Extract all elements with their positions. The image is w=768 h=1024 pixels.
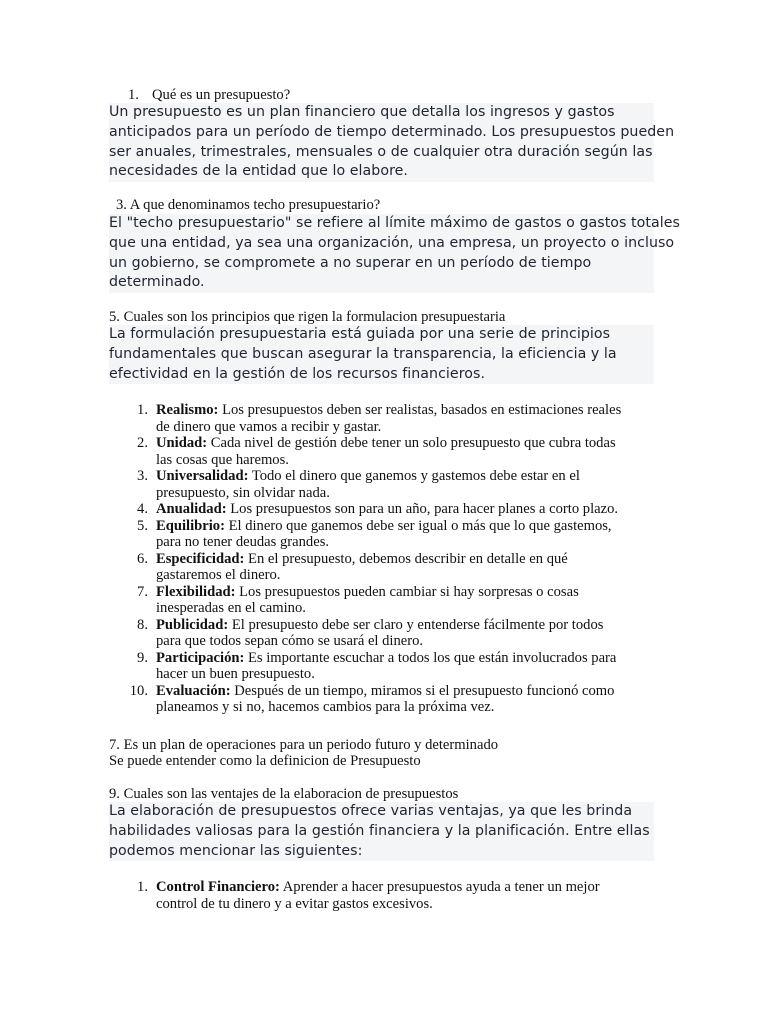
principle-term: Unidad: [156, 435, 208, 451]
question-1-number: 1. [128, 87, 139, 103]
answer-3-line: que una entidad, ya sea una organización, una empresa, un proyecto o incluso [109, 234, 675, 251]
list-item [108, 518, 668, 551]
list-number: 1. [137, 879, 148, 895]
answer-3-line: un gobierno, se compromete a no superar en un período de tiempo [109, 254, 592, 271]
list-item [108, 683, 668, 716]
principle-text-cont: hacer un buen presupuesto. [156, 666, 315, 682]
answer-1-line: ser anuales, trimestrales, mensuales o de cualquier otra duración según las [109, 143, 653, 160]
principle-term: Flexibilidad: [156, 583, 236, 600]
list-number: 4. [137, 501, 148, 517]
question-9: 9. Cuales son las ventajes de la elaboracion de presupuestos [109, 786, 459, 802]
principle-text-cont: de dinero que vamos a recibir y gastar. [156, 418, 382, 435]
question-7: 7. Es un plan de operaciones para un periodo futuro y determinado [109, 737, 499, 753]
answer-9-line: podemos mencionar las siguientes: [109, 842, 363, 859]
principle-text-cont: para que todos sepan cómo se usará el dinero. [156, 633, 424, 649]
list-item [108, 584, 668, 617]
list-item [108, 435, 668, 468]
advantage-text-cont: control de tu dinero y a evitar gastos excesivos. [156, 895, 433, 912]
principle-term: Realismo: [156, 402, 219, 418]
question-3: 3. A que denominamos techo presupuestario? [116, 197, 381, 213]
principle-text-cont: presupuesto, sin olvidar nada. [156, 484, 330, 501]
principle-text-cont: planeamos y si no, hacemos cambios para la próxima vez. [156, 699, 495, 715]
answer-3-line: determinado. [109, 274, 205, 291]
advantage-text: Aprender a hacer presupuestos ayuda a tener un mejor [279, 879, 600, 895]
answer-9-line: habilidades valiosas para la gestión financiera y la planificación. Entre ellas [109, 822, 650, 839]
answer-5 [109, 325, 654, 384]
question-5: 5. Cuales son los principios que rigen la formulacion presupuestaria [109, 309, 506, 325]
list-number: 10. [129, 682, 148, 699]
list-item [108, 402, 668, 435]
answer-9-line: La elaboración de presupuestos ofrece varias ventajas, ya que les brinda [109, 803, 633, 819]
principle-term: Participación: [156, 649, 245, 666]
answer-3-line: El "techo presupuestario" se refiere al límite máximo de gastos o gastos totales [109, 215, 680, 231]
principle-text: Los presupuestos deben ser realistas, basados en estimaciones reales [218, 402, 622, 418]
list-number: 3. [137, 468, 148, 484]
list-number: 6. [137, 550, 148, 567]
list-number: 5. [137, 517, 148, 534]
principle-term: Universalidad: [156, 468, 249, 484]
answer-7: Se puede entender como la definicion de Presupuesto [109, 753, 421, 769]
answer-1-line: necesidades de la entidad que lo elabore. [109, 163, 408, 180]
principle-text: Cada nivel de gestión debe tener un solo presupuesto que cubra todas [207, 435, 616, 451]
answer-1 [109, 103, 675, 182]
principle-term: Equilibrio: [156, 517, 225, 534]
list-item [108, 617, 668, 650]
answer-1-line: Un presupuesto es un plan financiero que detalla los ingresos y gastos [109, 104, 615, 120]
principle-term: Publicidad: [156, 616, 229, 633]
list-item [108, 468, 668, 501]
answer-9 [109, 802, 654, 861]
list-item [108, 501, 668, 518]
principle-text-cont: inesperadas en el camino. [156, 600, 306, 616]
principle-text: Los presupuestos son para un año, para hacer planes a corto plazo. [226, 501, 619, 517]
question-1-text: Qué es un presupuesto? [152, 87, 291, 103]
list-number: 2. [137, 435, 148, 451]
principle-term: Anualidad: [156, 501, 227, 517]
question-1 [128, 87, 290, 104]
answer-5-line: fundamentales que buscan asegurar la transparencia, la eficiencia y la [109, 345, 617, 362]
principle-text: En el presupuesto, debemos describir en detalle en qué [244, 550, 568, 567]
principle-text-cont: para no tener deudas grandes. [156, 534, 330, 550]
principle-text: El dinero que ganemos debe ser igual o más que lo que gastemos, [224, 517, 612, 534]
advantage-term: Control Financiero: [156, 879, 280, 895]
list-number: 7. [137, 583, 148, 600]
principle-text: Después de un tiempo, miramos si el presupuesto funcionó como [230, 682, 615, 699]
principle-term: Especificidad: [156, 550, 245, 567]
principle-text-cont: las cosas que haremos. [156, 451, 289, 468]
advantages-list [108, 879, 668, 912]
answer-5-line: efectividad en la gestión de los recursos financieros. [109, 365, 486, 382]
principle-text: Es importante escuchar a todos los que están involucrados para [244, 649, 617, 666]
list-item [108, 879, 668, 912]
principle-text-cont: gastaremos el dinero. [156, 567, 281, 583]
principle-text: Todo el dinero que ganemos y gastemos debe estar en el [248, 468, 580, 484]
answer-3 [109, 214, 680, 293]
answer-5-line: La formulación presupuestaria está guiada por una serie de principios [109, 326, 611, 342]
list-item [108, 551, 668, 584]
answer-1-line: anticipados para un período de tiempo determinado. Los presupuestos pueden [109, 123, 675, 140]
principle-text: El presupuesto debe ser claro y entenderse fácilmente por todos [228, 616, 604, 633]
principle-text: Los presupuestos pueden cambiar si hay sorpresas o cosas [235, 583, 579, 600]
list-item [108, 650, 668, 683]
principles-list [108, 402, 668, 716]
list-number: 9. [137, 649, 148, 666]
list-number: 1. [137, 402, 148, 418]
list-number: 8. [137, 616, 148, 633]
principle-term: Evaluación: [156, 682, 231, 699]
